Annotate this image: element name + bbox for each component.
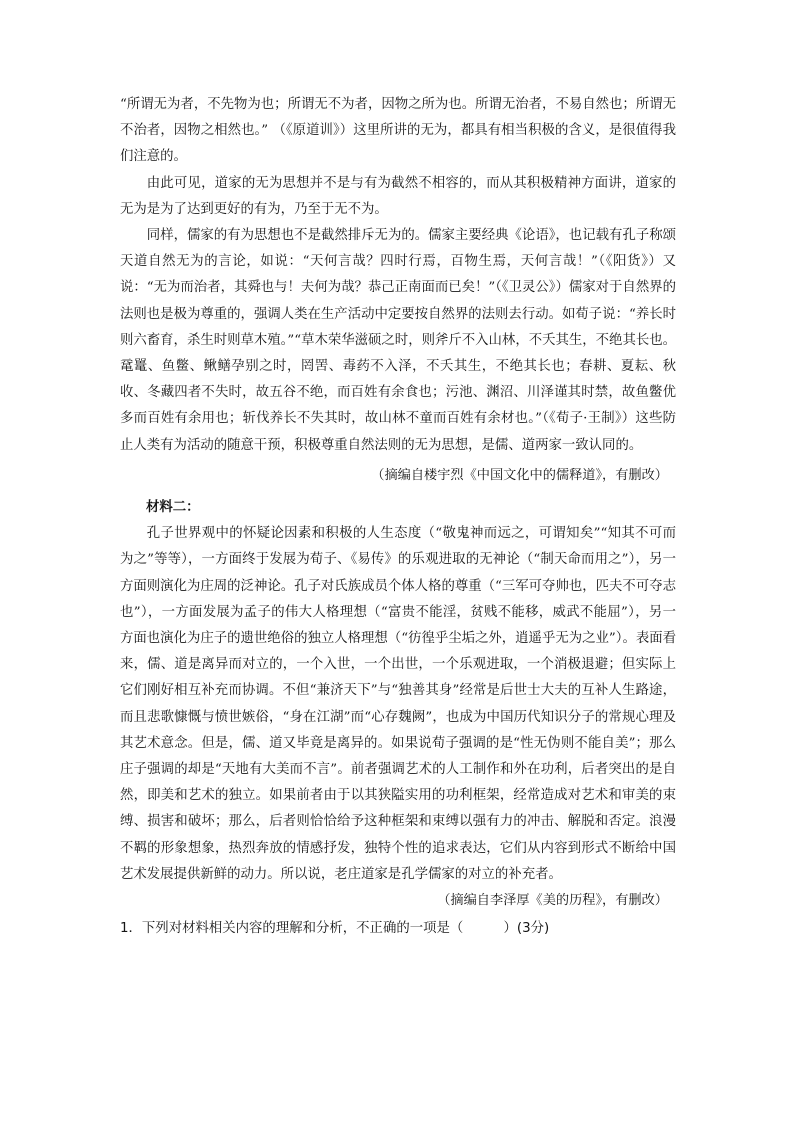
source-citation-2: （摘编自李泽厚《美的历程》，有删改） xyxy=(437,893,668,909)
article-body xyxy=(120,92,676,943)
question-1: 1．下列对材料相关内容的理解和分析，不正确的一项是（ ）(3分) xyxy=(120,921,550,937)
material-2-heading: 材料二： xyxy=(146,500,200,516)
paragraph-daoist-conclusion: 由此可见，道家的无为思想并不是与有为截然不相容的，而从其积极精神方面讲，道家的无为是为了达到更好的有为，乃至于无不为。 xyxy=(120,175,676,217)
material-2-paragraph: 孔子世界观中的怀疑论因素和积极的人生态度（“敬鬼神而远之，可谓知矣”“知其不可而为之”等等），一方面终于发展为荀子、《易传》的乐观进取的无神论（“制天命而用之”），另一方面则演化为庄周的泛神论。孔子对氏族成员个体人格的尊重（“三军可夺帅也，匹夫不可夺志也”），一方面发展为孟子的伟大人格理想（“富贵不能淫，贫贱不能移，威武不能屈”），另一方面也演化为庄子的遗世绝俗的独立人格理想（“彷徨乎尘垢之外，逍遥乎无为之业”）。表面看来，儒、道是离异而对立的，一个入世，一个出世，一个乐观进取，一个消极退避；但实际上它们刚好相互补充而协调。不但“兼济天下”与“独善其身”经常是后世士大夫的互补人生路途，而且悲歌慷慨与愤世嫉俗，“身在江湖”而“心存魏阙”，也成为中国历代知识分子的常规心理及其艺术意念。但是，儒、道又毕竟是离异的。如果说荀子强调的是“性无伪则不能自美”；那么庄子强调的却是“天地有大美而不言”。前者强调艺术的人工制作和外在功利，后者突出的是自然，即美和艺术的独立。如果前者由于以其狭隘实用的功利框架，经常造成对艺术和审美的束缚、损害和破坏；那么，后者则恰恰给予这种框架和束缚以强有力的冲击、解脱和否定。浪漫不羁的形象想象，热烈奔放的情感抒发，独特个性的追求表达，它们从内容到形式不断给中国艺术发展提供新鲜的动力。所以说，老庄道家是孔学儒家的对立的补充者。 xyxy=(120,526,677,882)
source-citation-1: （摘编自楼宇烈《中国文化中的儒释道》，有删改） xyxy=(371,467,668,483)
paragraph-confucian-wuwei: 同样，儒家的有为思想也不是截然排斥无为的。儒家主要经典《论语》，也记载有孔子称颂天道自然无为的言论，如说：“天何言哉？四时行焉，百物生焉，天何言哉！”（《阳货》）又说：“无为而治者，其舜也与！夫何为哉？恭己正南面而已矣！”（《卫灵公》）儒家对于自然界的法则也是极为尊重的，强调人类在生产活动中定要按自然界的法则去行动。如荀子说：“养长时则六畜育，杀生时则草木殖。”“草木荣华滋硕之时，则斧斤不入山林，不夭其生，不绝其长也。鼋鼍、鱼鳖、鳅鳝孕别之时，罔罟、毒药不入泽，不夭其生，不绝其长也；春耕、夏耘、秋收、冬藏四者不失时，故五谷不绝，而百姓有余食也；污池、渊沼、川泽谨其时禁，故鱼鳖优多而百姓有余用也；斩伐养长不失其时，故山林不童而百姓有余材也。”（《荀子·王制》）这些防止人类有为活动的随意干预，积极尊重自然法则的无为思想，是儒、道两家一致认同的。 xyxy=(120,228,677,453)
paragraph-continued: “所谓无为者，不先物为也；所谓无不为者，因物之所为也。所谓无治者，不易自然也；所谓无不治者，因物之相然也。” （《原道训》）这里所讲的无为，都具有相当积极的含义，是很值得我们注意的。 xyxy=(120,97,676,165)
